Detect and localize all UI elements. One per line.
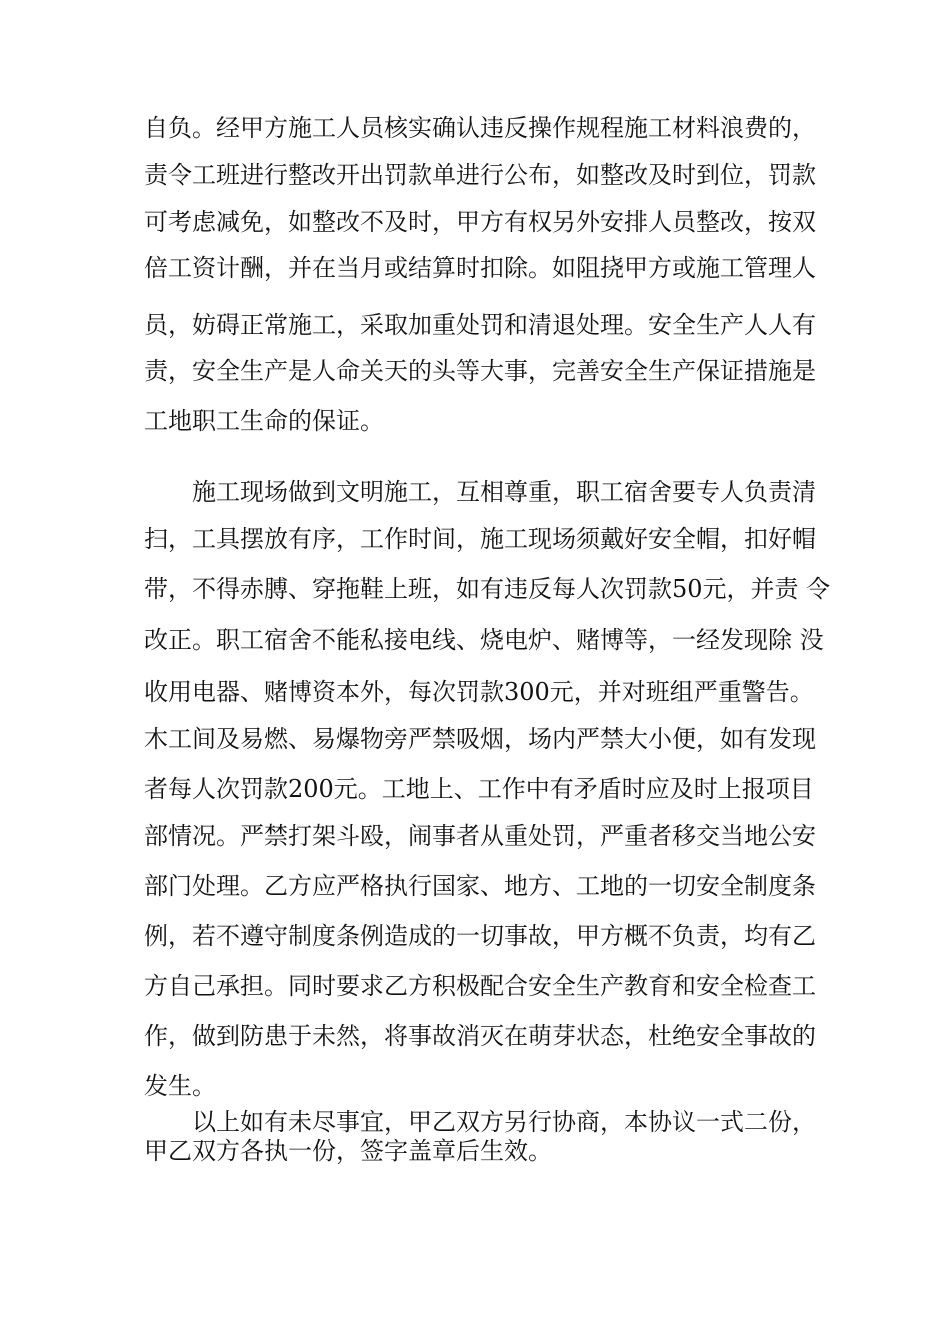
text-line: 方自己承担。同时要求乙方积极配合安全生产教育和安全检查工 [144,972,816,1000]
text-line: 者每人次罚款200元。工地上、工作中有矛盾时应及时上报项目 [144,775,814,803]
text-line: 可考虑减免，如整改不及时，甲方有权另外安排人员整改，按双 [144,208,816,236]
text-line: 改正。职工宿舍不能私接电线、烧电炉、赌博等，一经发现除 没 [144,626,824,654]
text-line: 员，妨碍正常施工，采取加重处罚和清退处理。安全生产人人有 [144,311,816,339]
text-line: 责，安全生产是人命关天的头等大事，完善安全生产保证措施是 [144,357,816,385]
text-line: 发生。 [144,1072,216,1100]
text-line: 部情况。严禁打架斗殴，闹事者从重处罚，严重者移交当地公安 [144,822,816,850]
text-line: 部门处理。乙方应严格执行国家、地方、工地的一切安全制度条 [144,872,816,900]
text-line: 带，不得赤膊、穿拖鞋上班，如有违反每人次罚款50元，并责 令 [144,575,831,603]
text-line: 自负。经甲方施工人员核实确认违反操作规程施工材料浪费的， [144,114,816,142]
text-line: 甲乙双方各执一份，签字盖章后生效。 [144,1137,552,1165]
paragraph-first-line: 施工现场做到文明施工，互相尊重，职工宿舍要专人负责清 [192,478,816,506]
text-line: 例，若不遵守制度条例造成的一切事故，甲方概不负责，均有乙 [144,922,816,950]
text-line: 责令工班进行整改开出罚款单进行公布，如整改及时到位，罚款 [144,161,816,189]
text-line: 工地职工生命的保证。 [144,407,384,435]
text-line: 倍工资计酬，并在当月或结算时扣除。如阻挠甲方或施工管理人 [144,254,816,282]
text-line: 扫，工具摆放有序，工作时间，施工现场须戴好安全帽，扣好帽 [144,525,816,553]
text-line: 作，做到防患于未然，将事故消灭在萌芽状态，杜绝安全事故的 [144,1022,816,1050]
text-line: 收用电器、赌博资本外，每次罚款300元，并对班组严重警告。 [144,678,814,706]
paragraph-first-line: 以上如有未尽事宜，甲乙双方另行协商，本协议一式二份， [192,1108,816,1136]
text-line: 木工间及易燃、易爆物旁严禁吸烟，场内严禁大小便，如有发现 [144,725,816,753]
